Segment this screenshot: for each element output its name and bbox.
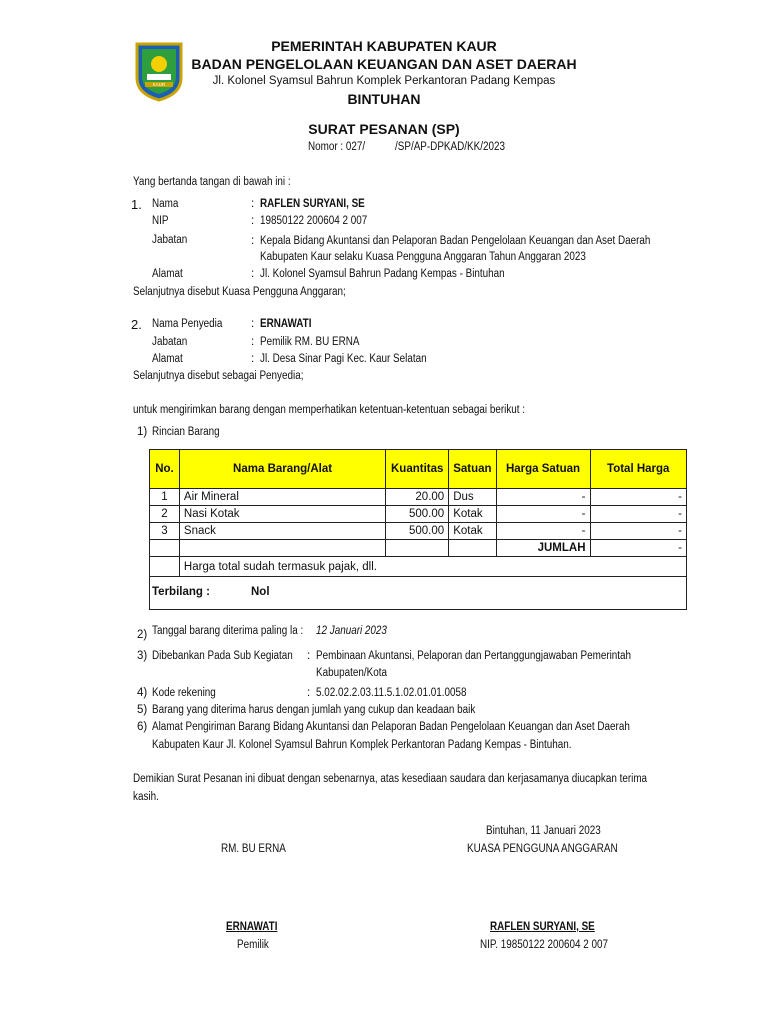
row-unit: Kotak (449, 506, 496, 523)
party2-address: Jl. Desa Sinar Pagi Kec. Kaur Selatan (260, 353, 427, 365)
party1-name-label: Nama (152, 198, 179, 210)
party1-position-line1: Kepala Bidang Akuntansi dan Pelaporan Badan Pengelolaan Keuangan dan Aset Daerah (260, 235, 651, 247)
col-header-unit: Satuan (449, 450, 496, 489)
document-title: SURAT PESANAN (SP) (308, 121, 460, 137)
document-number-suffix: /SP/AP-DPKAD/KK/2023 (395, 141, 505, 153)
term5-number: 5) (137, 704, 148, 716)
row-unit: Dus (449, 489, 496, 506)
col-header-qty: Kuantitas (386, 450, 449, 489)
col-header-item: Nama Barang/Alat (179, 450, 385, 489)
party1-position-line2: Kabupaten Kaur selaku Kuasa Pengguna Anggaran Tahun Anggaran 2023 (260, 251, 586, 263)
svg-text:KAUR: KAUR (152, 82, 166, 88)
party1-closing: Selanjutnya disebut Kuasa Pengguna Anggaran; (133, 286, 346, 298)
letterhead-line1: PEMERINTAH KABUPATEN KAUR (271, 38, 497, 54)
col-header-unit-price: Harga Satuan (496, 450, 590, 489)
table-row (150, 506, 687, 523)
row-total: - (590, 506, 687, 523)
table-row (150, 489, 687, 506)
table-terbilang-row (150, 577, 687, 610)
left-signer-role: Pemilik (237, 939, 269, 951)
row-qty: 20.00 (386, 489, 449, 506)
left-signer-org: RM. BU ERNA (221, 843, 286, 855)
term6-text-line1: Alamat Pengiriman Barang Bidang Akuntansi dan Pelaporan Badan Pengelolaan Keuangan dan Aset Daerah (152, 721, 630, 733)
party2-name-label: Nama Penyedia (152, 318, 223, 330)
party2-closing: Selanjutnya disebut sebagai Penyedia; (133, 370, 304, 382)
term1-number: 1) (137, 426, 148, 438)
row-qty: 500.00 (386, 523, 449, 540)
term2-value: 12 Januari 2023 (316, 625, 387, 637)
party2-address-label: Alamat (152, 353, 183, 365)
row-item: Nasi Kotak (179, 506, 385, 523)
row-price: - (496, 489, 590, 506)
term3-number: 3) (137, 650, 148, 662)
place-date: Bintuhan, 11 Januari 2023 (486, 825, 601, 837)
term2-label: Tanggal barang diterima paling la : (152, 625, 304, 637)
row-no: 2 (150, 506, 180, 523)
table-total-row (150, 540, 687, 557)
party1-address-label: Alamat (152, 268, 183, 280)
terms-intro: untuk mengirimkan barang dengan memperhatikan ketentuan-ketentuan sebagai berikut : (133, 404, 526, 416)
term1-label: Rincian Barang (152, 426, 220, 438)
right-signer-name: RAFLEN SURYANI, SE (490, 921, 595, 933)
term6-number: 6) (137, 721, 148, 733)
closing-line2: kasih. (133, 791, 159, 803)
term3-value-line2: Kabupaten/Kota (316, 667, 387, 679)
party1-number: 1. (131, 197, 142, 212)
term4-number: 4) (137, 687, 148, 699)
items-table (149, 449, 687, 610)
terbilang-value: Nol (251, 586, 270, 598)
row-item: Air Mineral (179, 489, 385, 506)
party1-nip-label: NIP (152, 215, 169, 227)
row-total: - (590, 489, 687, 506)
row-total: - (590, 523, 687, 540)
table-note-row (150, 557, 687, 577)
party2-name: ERNAWATI (260, 318, 312, 330)
term3-value-line1: Pembinaan Akuntansi, Pelaporan dan Pertanggungjawaban Pemerintah (316, 650, 632, 662)
letterhead-line2: BADAN PENGELOLAAN KEUANGAN DAN ASET DAERAH (191, 56, 577, 72)
right-signer-org: KUASA PENGGUNA ANGGARAN (467, 843, 618, 855)
jumlah-value: - (590, 540, 687, 557)
term6-text-line2: Kabupaten Kaur Jl. Kolonel Syamsul Bahrun Komplek Perkantoran Padang Kempas - Bintuhan. (152, 739, 572, 751)
col-header-total: Total Harga (590, 450, 687, 489)
letterhead-address: Jl. Kolonel Syamsul Bahrun Komplek Perkantoran Padang Kempas (212, 75, 556, 87)
row-item: Snack (179, 523, 385, 540)
row-unit: Kotak (449, 523, 496, 540)
row-price: - (496, 506, 590, 523)
closing-line1: Demikian Surat Pesanan ini dibuat dengan sebenarnya, atas kesediaan saudara dan kerjasamanya diucapkan terima (133, 773, 648, 785)
term5-text: Barang yang diterima harus dengan jumlah yang cukup dan keadaan baik (152, 704, 476, 716)
term4-label: Kode rekening (152, 687, 216, 699)
tax-note: Harga total sudah termasuk pajak, dll. (179, 557, 686, 577)
party1-name: RAFLEN SURYANI, SE (260, 198, 365, 210)
party2-position-label: Jabatan (152, 336, 188, 348)
party1-position-label: Jabatan (152, 234, 188, 246)
term3-label: Dibebankan Pada Sub Kegiatan (152, 650, 293, 662)
col-header-no: No. (150, 450, 180, 489)
terbilang-label: Terbilang : (152, 586, 210, 598)
jumlah-label: JUMLAH (496, 540, 590, 557)
table-header-row (150, 450, 687, 489)
left-signer-name: ERNAWATI (226, 921, 278, 933)
term2-number: 2) (137, 629, 148, 641)
party1-address: Jl. Kolonel Syamsul Bahrun Padang Kempas - Bintuhan (260, 268, 505, 280)
row-no: 3 (150, 523, 180, 540)
row-no: 1 (150, 489, 180, 506)
letterhead-city: BINTUHAN (347, 91, 421, 107)
party1-nip: 19850122 200604 2 007 (260, 215, 368, 227)
party2-number: 2. (131, 317, 142, 332)
row-price: - (496, 523, 590, 540)
document-number-label: Nomor : 027/ (308, 141, 366, 153)
row-qty: 500.00 (386, 506, 449, 523)
term4-value: 5.02.02.2.03.11.5.1.02.01.01.0058 (316, 687, 467, 699)
right-signer-nip: NIP. 19850122 200604 2 007 (480, 939, 608, 951)
intro-text: Yang bertanda tangan di bawah ini : (133, 176, 291, 188)
party2-position: Pemilik RM. BU ERNA (260, 336, 360, 348)
table-row (150, 523, 687, 540)
